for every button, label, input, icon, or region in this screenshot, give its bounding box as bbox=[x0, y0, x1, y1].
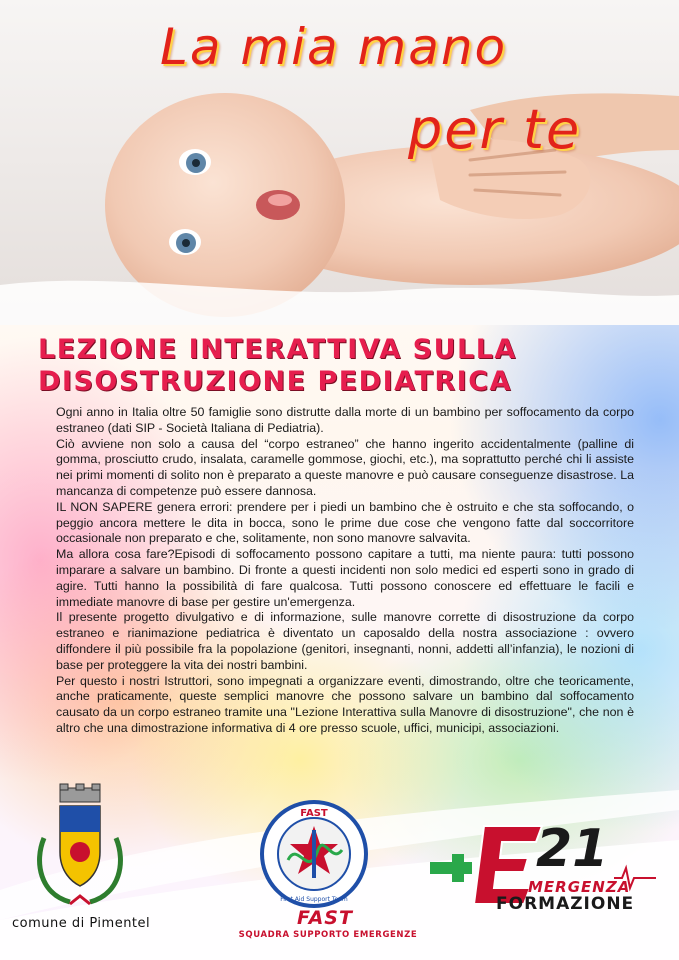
fast-ring-text: FAST bbox=[300, 808, 328, 819]
fast-name: FAST bbox=[297, 907, 353, 929]
paragraph: Ma allora cosa fare?Episodi di soffocamento possono capitare a tutti, ma niente paura: tutti possono imparare a salvare un bambino. Di fronte a questi incidenti non solo medici ed esperti sono in grado di agire. Tutti hanno la possibilità di fare qualcosa. Tutti possono conoscere ed effettuare le facili e immediate manovre di base per gestire un'emergenza. bbox=[56, 547, 634, 609]
e21-mergenza: MERGENZA bbox=[528, 878, 631, 896]
title-line-1: La mia mano bbox=[160, 18, 508, 76]
heading-line-2: DISOSTRUZIONE PEDIATRICA bbox=[38, 366, 512, 397]
body-text bbox=[56, 405, 634, 737]
e21-number: 21 bbox=[536, 819, 609, 879]
paragraph: IL NON SAPERE genera errori: prendere per i piedi un bambino che è ostruito e che sta soffocando, o peggio ancora mettere le dita in bocca, sono le prime due cose che vengono fatte dal soccorritore occasionale non preparato e che, solitamente, non sono manovre salvavita. bbox=[56, 499, 634, 546]
paragraph: Il presente progetto divulgativo e di informazione, sulle manovre corrette di disostruzione da corpo estraneo e rianimazione pediatrica è diventato un caposaldo della nostra associazione : ovvero diffondere il più possibile fra la popolazione (genitori, insegnanti, nonni, addetti all’infanzia), le nozioni di base per proteggere la vita dei nostri bambini. bbox=[56, 610, 634, 672]
title-line-2: per te bbox=[408, 98, 582, 161]
fast-ring-bottom-text: First Aid Support Team bbox=[280, 896, 348, 903]
comune-crest-icon bbox=[30, 782, 130, 912]
comune-label: comune di Pimentel bbox=[12, 916, 151, 931]
e21-formazione: FORMAZIONE bbox=[496, 894, 635, 914]
hero-photo bbox=[0, 0, 679, 325]
fast-subtitle: SQUADRA SUPPORTO EMERGENZE bbox=[238, 930, 418, 940]
fast-logo-icon bbox=[258, 800, 370, 908]
paragraph: Ogni anno in Italia oltre 50 famiglie sono distrutte dalla morte di un bambino per soffocamento da corpo estraneo (dati SIP - Società Italiana di Pediatria). bbox=[56, 405, 634, 435]
heading-line-1: LEZIONE INTERATTIVA SULLA bbox=[38, 334, 517, 365]
paragraph: Per questo i nostri Istruttori, sono impegnati a organizzare eventi, dimostrando, oltre che teoricamente, anche praticamente, queste semplici manovre che possono salvare un bambino dal soffocamento causato da un corpo estraneo tramite una "Lezione Interattiva sulla Manovre di disostruzione", che non è altro che una dimostrazione informativa di 4 ore presso scuole, uffici, municipi, associazioni. bbox=[56, 673, 634, 735]
paragraph: Ciò avviene non solo a causa del “corpo estraneo” che hanno ingerito accidentalmente (palline di gomma, prosciutto crudo, insalata, caramelle gommose, giochi, etc.), ma soprattutto perché chi li assiste nei primi momenti di solito non è preparato a queste manovre e può causare conseguenze disastrose. La mancanza di competenze può essere dannosa. bbox=[56, 436, 634, 498]
